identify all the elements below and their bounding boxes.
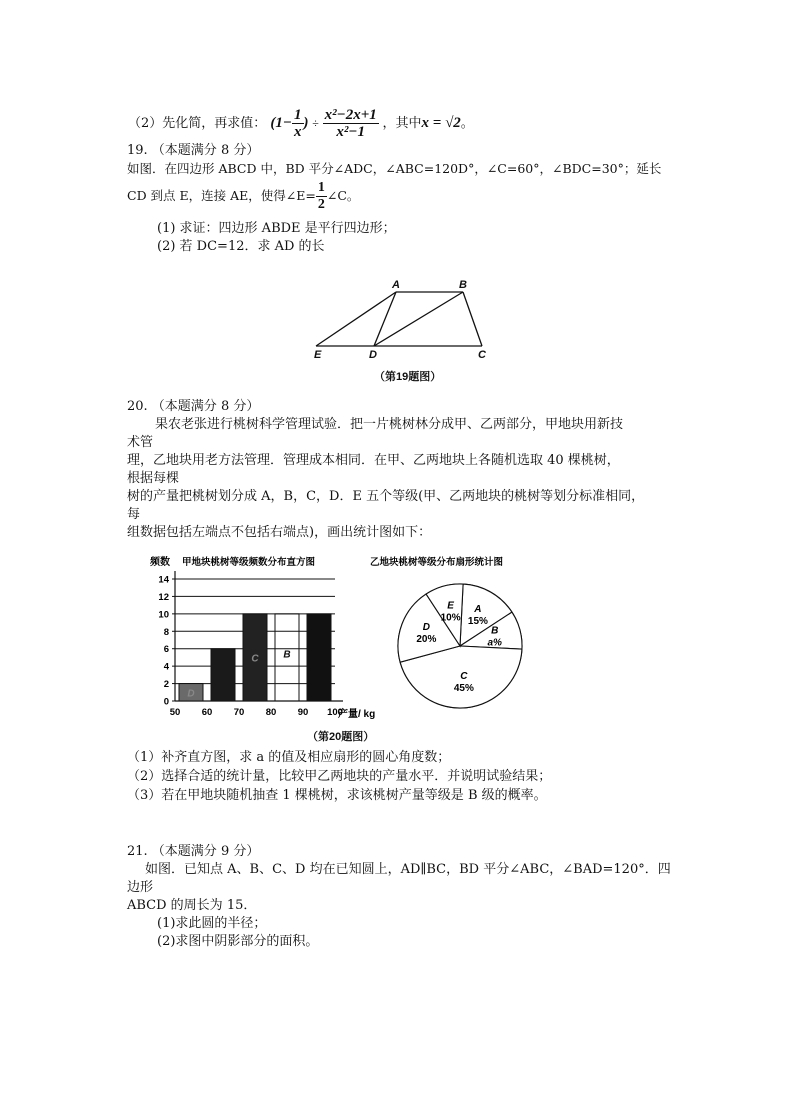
y-tick-label: 6 [163, 644, 169, 656]
pie-slice-name: C [460, 670, 468, 682]
q21-header: 21. （本题满分 9 分） [127, 844, 260, 859]
q19-sub2: (2) 若 DC=12．求 AD 的长 [157, 239, 325, 254]
y-tick-label: 14 [158, 574, 169, 586]
q18-expression: (1− $\frac{1}{x}$ ) ÷ $\frac{\text{x²−2x+1}}{\text{x²−1}}$ [270, 107, 377, 140]
x-tick-label: 90 [297, 707, 309, 718]
y-tick-label: 4 [163, 661, 169, 673]
x-tick-label: 50 [169, 707, 181, 718]
x-tick-label: 100 [327, 707, 343, 718]
q21-sub2: (2)求图中阴影部分的面积。 [157, 934, 319, 949]
y-tick-label: 2 [163, 679, 169, 691]
q20-line-5: 每 [127, 507, 141, 522]
pie-title: 乙地块桃树等级分布扇形统计图 [370, 557, 504, 568]
histogram-ylabel: 频数 [150, 557, 170, 568]
label-A: A [392, 279, 400, 291]
q21-sub1: (1)求此圆的半径； [157, 916, 267, 931]
q20-question-2: （2）选择合适的统计量，比较甲乙两地块的产量水平．并说明试验结果； [127, 769, 552, 784]
y-tick-label: 0 [163, 696, 169, 708]
q19-figure [300, 272, 500, 364]
segment-BC [463, 292, 482, 346]
x-tick-label: 60 [201, 707, 213, 718]
q20-question-1: （1）补齐直方图，求 a 的值及相应扇形的圆心角度数； [127, 750, 451, 765]
q18-part2-line: （2）先化简，再求值： (1− $\frac{1}{x}$ ) ÷ $\frac{\text{x²−2x+1}}{\text{x²−1}}$ ，其中x = √2。 [128, 107, 474, 140]
q18-frac2: $\frac{\text{x²−2x+1}}{\text{x²−1}}$ [324, 107, 377, 140]
q19-caption: （第19题图） [374, 371, 442, 383]
label-B: B [459, 279, 467, 291]
pie-slice-label: a% [487, 637, 502, 649]
label-C: C [478, 349, 486, 361]
q21-line2: 边形 [127, 880, 154, 895]
q20-line-3: 根据每棵 [127, 471, 180, 486]
histogram-bar-label: D [187, 688, 195, 700]
histogram-bar-label: B [283, 649, 291, 661]
pie-slice-name: D [422, 622, 431, 634]
q21-line3: ABCD 的周长为 15． [127, 898, 257, 913]
q20-line-2: 理，乙地块用老方法管理．管理成本相同．在甲、乙两地块上各随机选取 40 棵桃树， [127, 453, 620, 468]
pie-slice-label: 15% [467, 615, 488, 627]
histogram-title: 甲地块桃树等级频数分布直方图 [182, 557, 316, 568]
q20-caption: （第20题图） [307, 731, 375, 743]
pie-slice-name: A [474, 603, 482, 615]
q21-line1: 如图．已知点 A、B、C、D 均在已知圆上，AD∥BC，BD 平分∠ABC，∠BAD=120°．四 [145, 862, 671, 877]
q20-header: 20. （本题满分 8 分） [127, 399, 260, 414]
q19-line1: 如图．在四边形 ABCD 中，BD 平分∠ADC，∠ABC=120D°，∠C=60°，∠BDC=30°；延长 [127, 161, 662, 176]
segment-EA [316, 292, 396, 346]
q20-line-4: 树的产量把桃树划分成 A，B，C，D．E 五个等级(甲、乙两地块的桃树等划分标准相同， [127, 489, 645, 504]
q19-sub1: (1) 求证：四边形 ABDE 是平行四边形； [157, 221, 396, 236]
y-tick-label: 8 [163, 626, 169, 638]
label-E: E [314, 349, 322, 361]
q19-half-fraction: $\frac{1}{2}$ [317, 180, 325, 212]
q20-question-3: （3）若在甲地块随机抽查 1 棵桃树，求该桃树产量等级是 B 级的概率。 [127, 788, 547, 803]
segment-BD [374, 292, 463, 346]
histogram-chart [140, 551, 385, 723]
q18-condition-math: x = √2 [421, 114, 461, 131]
pie-slice-label: 10% [440, 612, 461, 624]
q20-line-6: 组数据包括左端点不包括右端点)，画出统计图如下： [127, 525, 432, 540]
q20-line-0: 果农老张进行桃树科学管理试验．把一片桃树林分成甲、乙两部分，甲地块用新技 [155, 417, 624, 432]
pie-slice-label: 20% [416, 634, 437, 646]
q18-condition: ，其中 [382, 115, 422, 131]
histogram-bar-label: C [251, 653, 259, 665]
q20-line-1: 术管 [127, 435, 154, 450]
x-tick-label: 80 [265, 707, 277, 718]
histogram-xlabel: 产量/ kg [338, 709, 376, 720]
q18-frac1: $\frac{1}{x}$ [294, 107, 302, 140]
q18-prefix: （2）先化简，再求值： [128, 115, 267, 131]
y-tick-label: 12 [158, 591, 169, 603]
pie-slice-name: E [447, 600, 454, 612]
y-tick-label: 10 [158, 609, 169, 621]
pie-slice-name: B [491, 625, 499, 637]
histogram-bar-E [211, 649, 235, 701]
q19-line2: CD 到点 E，连接 AE，使得∠E= $\frac{1}{2}$ ∠C。 [127, 180, 360, 212]
x-tick-label: 70 [233, 707, 245, 718]
histogram-bar-A [307, 614, 331, 701]
q19-header: 19. （本题满分 8 分） [127, 143, 260, 158]
label-D: D [369, 349, 377, 361]
pie-slice-label: 45% [453, 682, 474, 694]
pie-chart [370, 551, 550, 721]
